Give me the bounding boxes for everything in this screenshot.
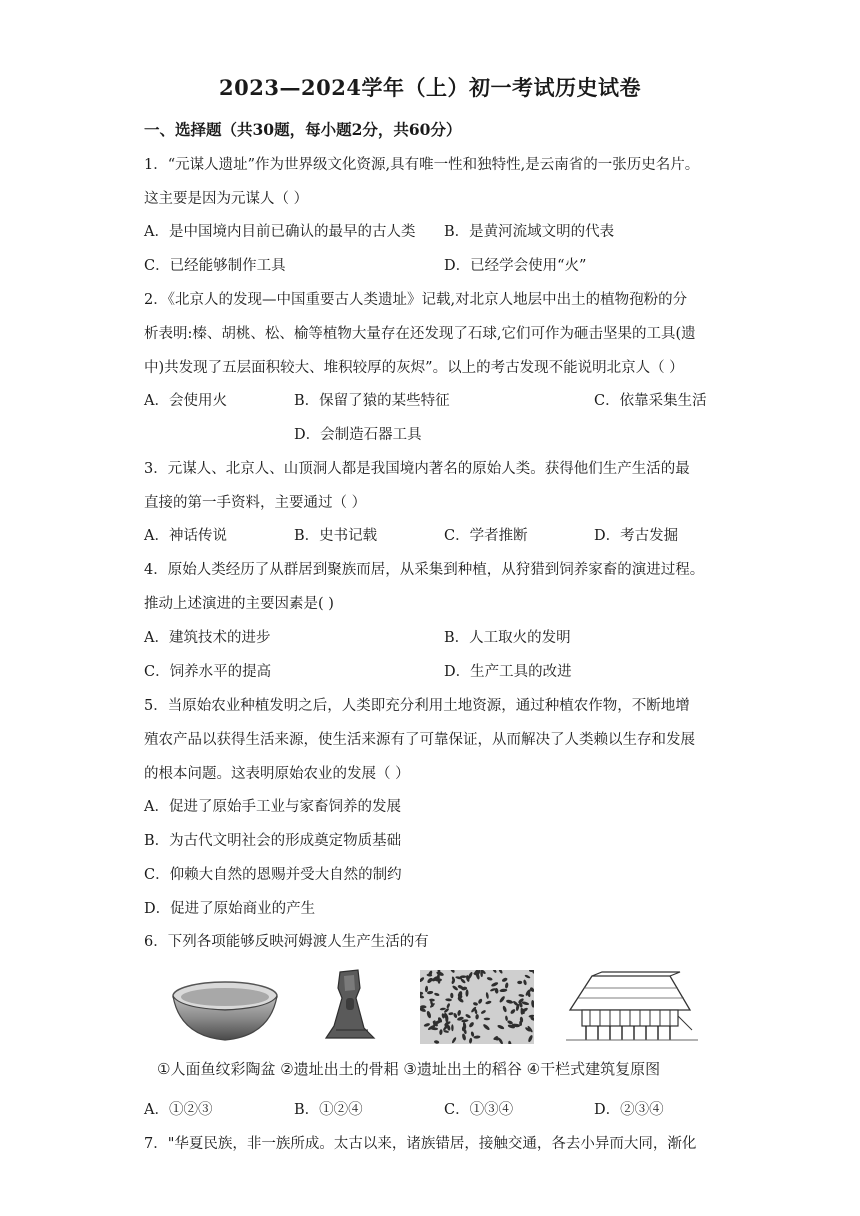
- q5-option-d: D．促进了原始商业的产生: [144, 901, 316, 917]
- q2-option-c: C．依靠采集生活: [594, 393, 707, 409]
- q3-option-d: D．考古发掘: [594, 528, 679, 544]
- q1-option-c: C．已经能够制作工具: [144, 258, 286, 274]
- q2-stem-line2: 析表明:榛、胡桃、松、榆等植物大量存在还发现了石球,它们可作为砸击坚果的工具(遗: [144, 326, 696, 342]
- q1-stem-line2: 这主要是因为元谋人（ ）: [144, 191, 309, 207]
- q3-option-a: A．神话传说: [144, 528, 227, 544]
- q5-stem-line1: 5．当原始农业种植发明之后，人类即充分利用土地资源，通过种植农作物，不断地增: [144, 698, 690, 714]
- q4-option-d: D．生产工具的改进: [444, 664, 572, 680]
- q6-figure-row: [150, 968, 710, 1046]
- q6-figure-captions: ①人面鱼纹彩陶盆 ②遗址出土的骨耜 ③遗址出土的稻谷 ④干栏式建筑复原图: [157, 1060, 661, 1078]
- q2-option-d: D．会制造石器工具: [294, 427, 422, 443]
- q3-stem-line2: 直接的第一手资料，主要通过（ ）: [144, 495, 367, 511]
- q4-option-a: A．建筑技术的进步: [144, 630, 271, 646]
- q2-option-a: A．会使用火: [144, 393, 227, 409]
- page-title: 2023—2024学年（上）初一考试历史试卷: [219, 75, 641, 100]
- q5-option-c: C．仰赖大自然的恩赐并受大自然的制约: [144, 867, 402, 883]
- q4-option-b: B．人工取火的发明: [444, 630, 571, 646]
- q4-stem-line1: 4．原始人类经历了从群居到聚族而居，从采集到种植，从狩猎到饲养家畜的演进过程。: [144, 562, 705, 578]
- section-title: 一、选择题（共30题，每小题2分，共60分）: [144, 120, 462, 139]
- q2-stem-line1: 2．《北京人的发现—中国重要古人类遗址》记载,对北京人地层中出土的植物孢粉的分: [144, 292, 688, 308]
- pottery-basin-image: [170, 978, 280, 1044]
- q2-stem-line3: 中)共发现了五层面积较大、堆积较厚的灰烬”。以上的考古发现不能说明北京人（ ）: [144, 360, 684, 376]
- q4-option-c: C．饲养水平的提高: [144, 664, 272, 680]
- q5-option-b: B．为古代文明社会的形成奠定物质基础: [144, 833, 402, 849]
- q3-option-c: C．学者推断: [444, 528, 528, 544]
- q6-stem-line1: 6．下列各项能够反映河姆渡人生产生活的有: [144, 934, 429, 950]
- q4-stem-line2: 推动上述演进的主要因素是( ): [144, 596, 334, 612]
- q6-option-a: A．①②③: [144, 1102, 213, 1118]
- stilt-house-image: [562, 968, 702, 1044]
- q1-option-a: A．是中国境内目前已确认的最早的古人类: [144, 224, 416, 240]
- q1-stem-line1: 1．“元谋人遗址”作为世界级文化资源,具有唯一性和独特性,是云南省的一张历史名片。: [144, 157, 700, 173]
- q3-option-b: B．史书记载: [294, 528, 378, 544]
- q5-stem-line2: 殖农产品以获得生活来源，使生活来源有了可靠保证，从而解决了人类赖以生存和发展: [144, 732, 695, 748]
- q5-stem-line3: 的根本问题。这表明原始农业的发展（ ）: [144, 766, 410, 782]
- q6-option-c: C．①③④: [444, 1102, 514, 1118]
- q2-option-b: B．保留了猿的某些特征: [294, 393, 450, 409]
- q1-option-d: D．已经学会使用“火”: [444, 258, 587, 274]
- q3-stem-line1: 3．元谋人、北京人、山顶洞人都是我国境内著名的原始人类。获得他们生产生活的最: [144, 461, 690, 477]
- q6-option-b: B．①②④: [294, 1102, 363, 1118]
- q5-option-a: A．促进了原始手工业与家畜饲养的发展: [144, 799, 401, 815]
- rice-grains-image: [420, 970, 534, 1044]
- q6-option-d: D．②③④: [594, 1102, 664, 1118]
- q7-stem-line1: 7．"华夏民族，非一族所成。太古以来，诸族错居，接触交通，各去小异而大同，渐化: [144, 1136, 697, 1152]
- q1-option-b: B．是黄河流域文明的代表: [444, 224, 615, 240]
- bone-spade-image: [318, 968, 380, 1044]
